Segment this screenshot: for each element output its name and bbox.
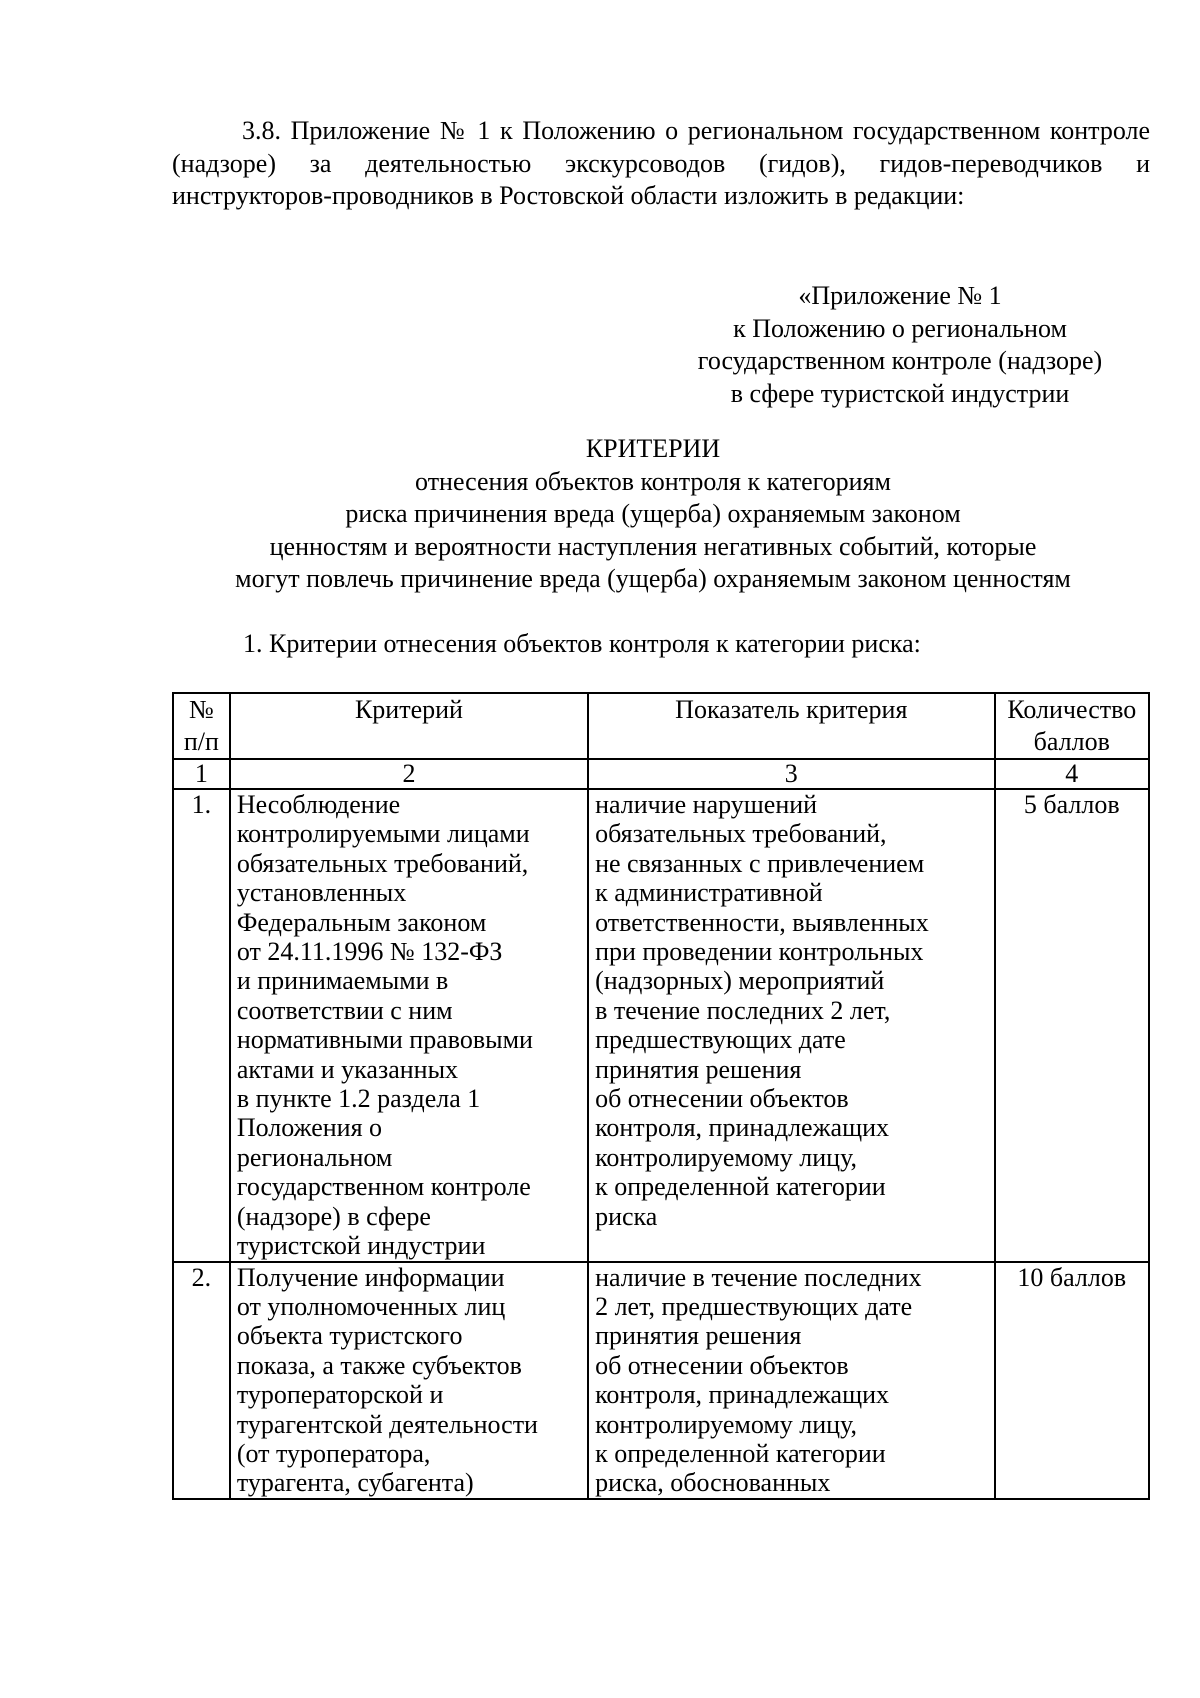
indicator-line: в течение последних 2 лет, — [595, 995, 891, 1025]
criterion-line: Положения о — [236, 1113, 383, 1143]
criterion-line: Федеральным законом — [236, 907, 487, 937]
indicator-line: 2 лет, предшествующих дате — [595, 1291, 913, 1321]
criterion-line: установленных — [236, 878, 407, 908]
row-indicator — [588, 1262, 994, 1499]
indicator-line: контроля, принадлежащих — [595, 1380, 890, 1410]
indicator-line: не связанных с привлечением — [595, 848, 925, 878]
row-criterion — [230, 789, 588, 1262]
criteria-table — [172, 692, 1150, 1500]
criterion-line: Несоблюдение — [236, 790, 401, 819]
column-number: 3 — [588, 759, 994, 789]
row-indicator — [588, 789, 994, 1262]
indicator-line: принятия решения — [595, 1054, 802, 1084]
row-points: 10 баллов — [995, 1262, 1149, 1499]
indicator-line: наличие нарушений — [595, 790, 818, 819]
criterion-line: Получение информации — [236, 1262, 505, 1292]
criterion-line: контролируемыми лицами — [236, 819, 530, 849]
row-number: 2. — [173, 1262, 230, 1499]
indicator-line: (надзорных) мероприятий — [595, 966, 885, 996]
column-number: 2 — [230, 759, 588, 789]
criterion-line: обязательных требований, — [236, 848, 529, 878]
indicator-line: контролируемому лицу, — [595, 1409, 857, 1439]
column-number: 1 — [173, 759, 230, 789]
criterion-line: показа, а также субъектов — [236, 1350, 522, 1380]
header-criterion: Критерий — [230, 693, 588, 759]
criterion-line: государственном контроле — [236, 1172, 531, 1202]
criterion-line: соответствии с ним — [236, 995, 453, 1025]
title-line-1: отнесения объектов контроля к категориям — [415, 466, 891, 496]
table-row — [173, 1262, 1149, 1499]
section-heading: 1. Критерии отнесения объектов контроля к категории риска: — [243, 629, 921, 658]
criterion-line: от 24.11.1996 № 132-ФЗ — [236, 937, 503, 967]
header-points: Количество баллов — [995, 693, 1149, 759]
criterion-line: объекта туристского — [236, 1321, 463, 1351]
indicator-line: к административной — [595, 878, 823, 908]
indicator-line: контролируемому лицу, — [595, 1142, 857, 1172]
indicator-line: к определенной категории — [595, 1438, 886, 1468]
indicator-line: контроля, принадлежащих — [595, 1113, 890, 1143]
criterion-line: турагентской деятельности — [236, 1409, 538, 1439]
document-title — [100, 433, 1200, 596]
annex-line-4: в сфере туристской индустрии — [730, 378, 1070, 408]
title-heading: КРИТЕРИИ — [585, 434, 721, 463]
title-line-3: ценностям и вероятности наступления негативных событий, которые — [269, 531, 1037, 561]
indicator-line: предшествующих дате — [595, 1025, 846, 1055]
indicator-line: при проведении контрольных — [595, 937, 924, 967]
criterion-line: от уполномоченных лиц — [236, 1291, 506, 1321]
criterion-line: нормативными правовыми — [236, 1025, 533, 1055]
indicator-line: об отнесении объектов — [595, 1350, 849, 1380]
criterion-line: турагента, субагента) — [236, 1468, 474, 1498]
indicator-line: к определенной категории — [595, 1172, 886, 1202]
criterion-line: региональном — [236, 1142, 393, 1172]
indicator-line: ответственности, выявленных — [595, 907, 929, 937]
column-number: 4 — [995, 759, 1149, 789]
annex-reference — [640, 280, 1160, 410]
row-points: 5 баллов — [995, 789, 1149, 1262]
indicator-line: наличие в течение последних — [595, 1262, 922, 1292]
criterion-line: и принимаемыми в — [236, 966, 449, 996]
annex-line-2: к Положению о региональном — [733, 313, 1067, 343]
criterion-line: актами и указанных — [236, 1054, 459, 1084]
indicator-line: риска — [595, 1201, 658, 1231]
intro-paragraph: 3.8. Приложение № 1 к Положению о региональном государственном контроле (надзоре) за деятельностью экскурсоводов (гидов), гидов-переводчиков и инструкторов-проводников в Ростовской области изложить в редакции: — [172, 116, 1150, 210]
indicator-line: принятия решения — [595, 1321, 802, 1351]
criterion-line: туристской индустрии — [236, 1231, 486, 1261]
indicator-line: обязательных требований, — [595, 819, 887, 849]
table-row — [173, 789, 1149, 1262]
criterion-line: туроператорской и — [236, 1380, 444, 1410]
header-indicator: Показатель критерия — [588, 693, 994, 759]
title-line-4: могут повлечь причинение вреда (ущерба) охраняемым законом ценностям — [235, 564, 1071, 593]
title-line-2: риска причинения вреда (ущерба) охраняемым законом — [345, 499, 961, 528]
criterion-line: (надзоре) в сфере — [236, 1201, 431, 1231]
row-criterion — [230, 1262, 588, 1499]
row-number: 1. — [173, 789, 230, 1262]
indicator-line: риска, обоснованных — [595, 1468, 831, 1498]
annex-line-1: «Приложение № 1 — [798, 281, 1002, 310]
criterion-line: в пункте 1.2 раздела 1 — [236, 1084, 481, 1114]
criterion-line: (от туроператора, — [236, 1438, 431, 1468]
annex-line-3: государственном контроле (надзоре) — [697, 346, 1103, 375]
column-number-row — [173, 759, 1149, 789]
table-header-row — [173, 693, 1149, 759]
indicator-line: об отнесении объектов — [595, 1084, 849, 1114]
header-num: № п/п — [173, 693, 230, 759]
